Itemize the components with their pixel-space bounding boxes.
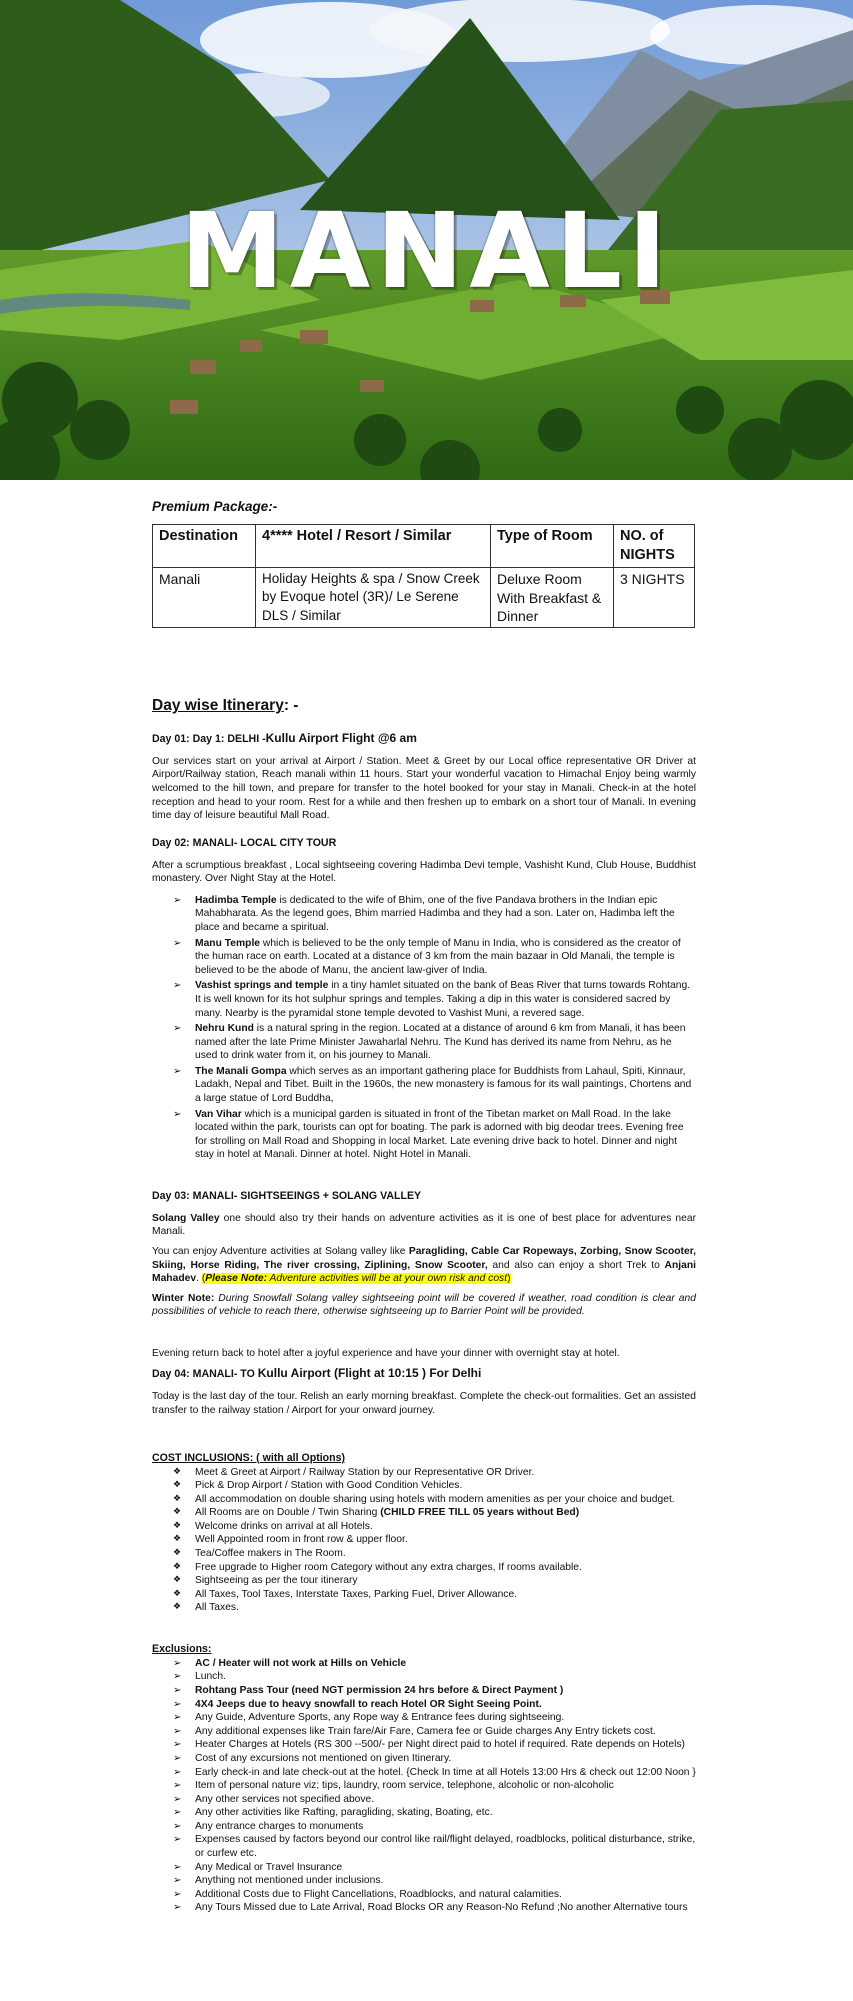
cell-hotel: Holiday Heights & spa / Snow Creek by Evoque hotel (3R)/ Le Serene DLS / Similar <box>256 568 491 628</box>
exclusions-heading: Exclusions: <box>152 1642 212 1655</box>
header-room-type: Type of Room <box>491 524 614 567</box>
list-item-title: The Manali Gompa <box>195 1065 287 1077</box>
list-item: ❖ Welcome drinks on arrival at all Hotels. <box>195 1520 696 1534</box>
header-hotel: 4**** Hotel / Resort / Similar <box>256 524 491 567</box>
itinerary-heading-suffix: : - <box>283 697 299 715</box>
cell-destination: Manali <box>153 568 256 628</box>
list-item: ➢ Additional Costs due to Flight Cancellations, Roadblocks, and natural calamities. <box>195 1888 696 1902</box>
list-item: ➢ Anything not mentioned under inclusions. <box>195 1874 696 1888</box>
list-item: ➢ Any Medical or Travel Insurance <box>195 1861 696 1875</box>
list-item: ➢ Item of personal nature viz; tips, laundry, room service, telephone, alcoholic or non-alcoholic <box>195 1779 696 1793</box>
list-item: ➢ Lunch. <box>195 1670 696 1684</box>
list-item-text: is dedicated to the wife of Bhim, one of the five Pandava brothers in the Indian epic Mahabharata. As the legend goes, Bhim married Hadimba and they had a son. Later on, Hadimba left the place and became a spiritual. <box>195 894 675 934</box>
day3-evening: Evening return back to hotel after a joyful experience and have your dinner with overnight stay at hotel. <box>152 1347 620 1359</box>
list-item-title: Hadimba Temple <box>195 894 277 906</box>
risk-note-open: ( <box>201 1273 206 1285</box>
list-item: ➢ Any additional expenses like Train fare/Air Fare, Camera fee or Guide charges Any Entry tickets cost. <box>195 1725 696 1739</box>
list-item <box>195 1506 696 1520</box>
list-item-title: Nehru Kund <box>195 1023 254 1035</box>
list-item-text: All Rooms are on Double / Twin Sharing <box>195 1507 381 1519</box>
list-item <box>195 1108 696 1162</box>
list-item: ❖ All accommodation on double sharing using hotels with modern amenities as per your choice and budget. <box>195 1493 696 1507</box>
day1-label: Day 01: Day 1: DELHI - <box>152 732 266 745</box>
cell-nights: 3 NIGHTS <box>614 568 695 628</box>
itinerary-heading-text: Day wise Itinerary <box>152 697 284 715</box>
list-item: ❖ All Taxes. <box>195 1601 696 1615</box>
risk-note-close: ) <box>507 1273 511 1285</box>
header-destination: Destination <box>153 524 256 567</box>
list-item-text: which is believed to be the only temple of Manu in India, who is considered as the creator of the human race on earth. Located at a distance of 3 km from the main bazaar in Old Manali, the temple is believed to be the abode of Manu, the ancient law-giver of India. <box>195 937 681 976</box>
day3-heading: Day 03: MANALI- SIGHTSEEINGS + SOLANG VALLEY <box>152 1189 422 1202</box>
list-item: ❖ Meet & Greet at Airport / Railway Station by our Representative OR Driver. <box>195 1466 696 1480</box>
day4-heading <box>152 1366 696 1382</box>
day3-solang <box>152 1212 696 1239</box>
day2-text: After a scrumptious breakfast , Local sightseeing covering Hadimba Devi temple, Vashisht Kund, Club House, Buddhist monastery. Over Night Stay at the Hotel. <box>152 859 696 885</box>
list-item: ➢ Any Guide, Adventure Sports, any Rope way & Entrance fees during sightseeing. <box>195 1711 696 1725</box>
list-item <box>195 979 696 1020</box>
list-item <box>195 1657 696 1671</box>
list-item: ➢ Heater Charges at Hotels (RS 300 --500/- per Night direct paid to hotel if required. Rate depends on Hotels) <box>195 1738 696 1752</box>
list-item-text: in a tiny hamlet situated on the bank of Beas River that turns towards Rohtang. It is well known for its hot sulphur springs and temples. Taking a dip in this water is considered sacred by many. Nearby is the pyramidal stone temple devoted to Vashist Muni, a revered sage. <box>195 980 691 1019</box>
day4-text: Today is the last day of the tour. Relish an early morning breakfast. Complete the check-out formalities. Get an assisted transfer to the railway station / Airport for your onward journey. <box>152 1391 696 1417</box>
day4-label: Day 04: MANALI- TO <box>152 1368 258 1381</box>
header-nights: NO. of NIGHTS <box>614 524 695 567</box>
activities-trek: and also can enjoy a short Trek to <box>487 1259 665 1271</box>
hero-title: MANALI <box>180 190 673 312</box>
activities-period: . <box>196 1273 199 1285</box>
list-item: ➢ Cost of any excursions not mentioned on given Itinerary. <box>195 1752 696 1766</box>
list-item <box>195 1022 696 1063</box>
list-item-title: Van Vihar <box>195 1108 242 1120</box>
day1-text: Our services start on your arrival at Airport / Station. Meet & Greet by our Local office representative OR Driver at Airport/Railway station, Reach manali within 11 hours. Start your wonderful vacation to Himachal Enjoy being warmly welcomed to the hill town, and prepare for transfer to the hotel booked for your stay in Manali. Check-in at the hotel reception and head to your room. Rest for a while and then freshen up to embark on a short tour of Manali. In evening time day of leisure beautiful Mall Road. <box>152 755 696 822</box>
risk-note <box>202 1273 511 1284</box>
package-table <box>152 524 695 629</box>
list-item <box>195 1698 696 1712</box>
solang-text: one should also try their hands on adventure activities as it is one of best place for adventures near Manali. <box>152 1212 696 1238</box>
winter-note <box>152 1292 696 1319</box>
child-free-note: (CHILD FREE TILL 05 years without Bed) <box>380 1507 580 1519</box>
list-item: ➢ Any Tours Missed due to Late Arrival, Road Blocks OR any Reason-No Refund ;No another Alternative tours <box>195 1901 696 1915</box>
list-item: ➢ Early check-in and late check-out at the hotel. {Check In time at all Hotels 13:00 Hrs & check out 12:00 Noon } <box>195 1766 696 1780</box>
list-item-text: 4X4 Jeeps due to heavy snowfall to reach Hotel OR Sight Seeing Point. <box>195 1698 542 1710</box>
package-table-header <box>153 524 695 567</box>
inclusions-heading: COST INCLUSIONS: ( with all Options) <box>152 1451 346 1464</box>
list-item: ❖ Pick & Drop Airport / Station with Good Condition Vehicles. <box>195 1479 696 1493</box>
cell-room-type: Deluxe Room With Breakfast & Dinner <box>491 568 614 628</box>
table-row <box>153 568 695 628</box>
list-item-text: AC / Heater will not work at Hills on Vehicle <box>195 1657 407 1669</box>
list-item-title: Vashist springs and temple <box>195 980 329 992</box>
list-item <box>195 1684 696 1698</box>
list-item: ❖ All Taxes, Tool Taxes, Interstate Taxes, Parking Fuel, Driver Allowance. <box>195 1588 696 1602</box>
activities-trek-destination: Anjani Mahadev <box>152 1259 697 1285</box>
list-item: ❖ Free upgrade to Higher room Category without any extra charges, If rooms available. <box>195 1561 696 1575</box>
list-item: ❖ Well Appointed room in front row & upper floor. <box>195 1533 696 1547</box>
inclusions-list <box>152 1466 696 1615</box>
winter-note-text: During Snowfall Solang valley sightseeing point will be covered if weather, road condition is clear and possibilities of vehicle to reach there, otherwise sightseeing up to Barrier Point will be provided. <box>152 1292 696 1318</box>
risk-note-label: Please Note: <box>205 1273 268 1285</box>
list-item: ❖ Sightseeing as per the tour itinerary <box>195 1574 696 1588</box>
list-item: ➢ Expenses caused by factors beyond our control like rail/flight delayed, roadblocks, political disturbance, strike, or curfew etc. <box>195 1833 696 1860</box>
itinerary-heading <box>152 696 696 716</box>
list-item: ➢ Any entrance charges to monuments <box>195 1820 696 1834</box>
list-item <box>195 937 696 978</box>
hero-banner <box>0 0 853 480</box>
solang-title: Solang Valley <box>152 1212 220 1224</box>
day2-sightseeing-list <box>152 894 696 1162</box>
list-item <box>195 894 696 935</box>
list-item-text: is a natural spring in the region. Located at a distance of around 6 km from Manali, it has been named after the late Prime Minister Jawaharlal Nehru. The Kund has derived its name from Nehru, as he used to drink water from it, on his journey to Manali. <box>195 1023 686 1062</box>
package-title: Premium Package:- <box>152 499 278 514</box>
list-item: ➢ Any other activities like Rafting, paragliding, skating, Boating, etc. <box>195 1806 696 1820</box>
activities-list: Paragliding, Cable Car Ropeways, Zorbing, Snow Scooter, Skiing, Horse Riding, The river crossing, Ziplining, Snow Scooter, <box>152 1246 696 1271</box>
document-body <box>152 494 696 1915</box>
activities-intro: You can enjoy Adventure activities at Solang valley like <box>152 1246 409 1258</box>
list-item-text: Rohtang Pass Tour (need NGT permission 24 hrs before & Direct Payment ) <box>195 1685 564 1697</box>
risk-note-text: Adventure activities will be at your own risk and cost <box>267 1273 508 1285</box>
list-item <box>195 1065 696 1106</box>
day1-heading <box>152 731 696 747</box>
day3-activities <box>152 1245 696 1286</box>
list-item: ❖ Tea/Coffee makers in The Room. <box>195 1547 696 1561</box>
day4-flight: Kullu Airport (Flight at 10:15 ) For Delhi <box>257 1366 482 1381</box>
winter-note-label: Winter Note: <box>152 1292 215 1304</box>
list-item-text: which is a municipal garden is situated in front of the Tibetan market on Mall Road. In the lake located within the park, tourists can opt for boating. The park is adorned with big deodar trees. Evening free for strolling on Mall Road and Shopping in local Market. Late evening drive back to hotel. Dinner and night stay in hotel at Manali. Dinner at hotel. Night Hotel in Manali. <box>195 1108 684 1161</box>
day1-flight: Kullu Airport Flight @6 am <box>265 730 417 745</box>
list-item-title: Manu Temple <box>195 937 261 949</box>
exclusions-list <box>152 1657 696 1915</box>
list-item-text: which serves as an important gathering place for Buddhists from Lahaul, Spiti, Kinnaur, Ladakh, Nepal and Tibet. Built in the 1960s, the new monastery is famous for its wall paintings, Chortens and a large statue of Lord Buddha, <box>195 1065 692 1104</box>
list-item: ➢ Any other services not specified above. <box>195 1793 696 1807</box>
day2-heading: Day 02: MANALI- LOCAL CITY TOUR <box>152 836 337 849</box>
